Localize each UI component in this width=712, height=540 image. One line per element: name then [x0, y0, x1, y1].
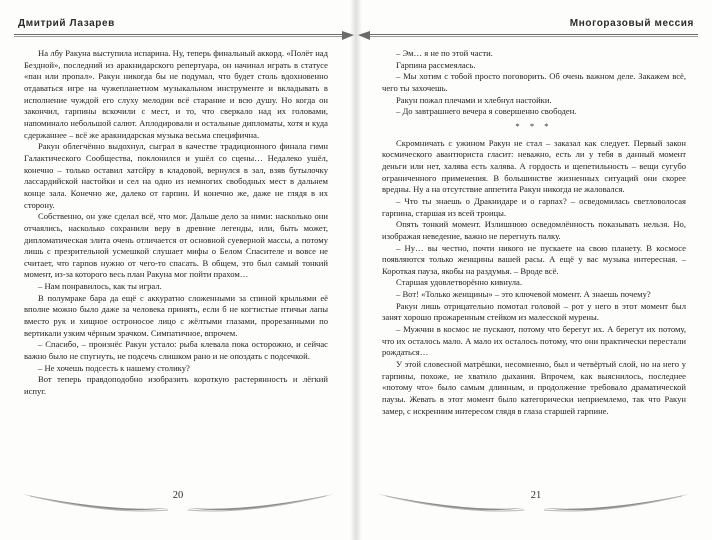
- header-rule: [14, 34, 344, 37]
- running-header-title: Многоразовый мессия: [569, 18, 694, 29]
- running-header-author: Дмитрий Лазарев: [18, 18, 115, 29]
- paragraph: Собственно, он уже сделал всё, что мог. Дальше дело за ними: насколько они отчаялись, насколько сохранили веру в древние легенды, или, быть может, дипломатическая элита очень отличается от основной суеверной массы, а потому лишь с презрительной усмешкой слушает мифы о Белом Спасителе и вовсе не считает, что гарпов нужно от чего-то спасать. В общем, это был самый тонкий момент, из-за которого весь план Ракуна мог пойти прахом…: [24, 211, 328, 280]
- paragraph: – Мы хотим с тобой просто поговорить. Об очень важном деле. Закажем всё, чего ты захочешь.: [382, 71, 686, 93]
- paragraph: Гарпина рассмеялась.: [396, 59, 476, 70]
- paragraph: – Эм… я не по этой части.: [396, 48, 493, 58]
- paragraph: – Ну… вы честно, почти никого не пускаете на свою планету. В космосе появляются только женщины вашей расы. А ещё у вас музыка интересная. – Короткая пауза, якобы на раздумья. – Вроде всё.: [382, 242, 686, 276]
- paragraph: – Спасибо, – произнёс Ракун устало: рыба клевала пока осторожно, и сейчас важно было не спугнуть, не подсечь слишком рано и не опоздать с подсечкой.: [24, 339, 328, 362]
- page-number: 21: [530, 490, 542, 501]
- paragraph: – Вот! «Только женщины» – это ключевой момент. А знаешь почему?: [396, 289, 651, 300]
- paragraph: Ракун пожал плечами и хлебнул настойки.: [396, 94, 552, 105]
- paragraph: – Что ты знаешь о Дракнидаре и о гарпах? – осведомилась светловолосая гарпина, старшая из всей троицы.: [382, 195, 686, 218]
- page-number: 20: [172, 490, 184, 501]
- paragraph: – Не хочешь подсесть к нашему столику?: [38, 362, 190, 373]
- paragraph: В полумраке бара да ещё с аккуратно сложенными за спиной крыльями её вполне можно было даже за человека принять, если б не когтистые птичьи лапы вместо рук и хищное остроносое лицо с жёлтыми глазами, прорезанными по вертикали узким чёрным зрачком. Симпатичное, впрочем.: [24, 292, 328, 338]
- paragraph: У этой словесной матрёшки, несомненно, был и четвёртый слой, но на него у гарпины, похоже, не хватило дыхания. Впрочем, как выяснилось, последнее «потому что» было самым длинным, и продолжение требовало драматической паузы. Жевать в этот момент было категорически неприемлемо, так что Ракун замер, с искренним интересом глядя в глаза старшей гарпине.: [382, 359, 686, 416]
- left-page-text: [24, 48, 328, 398]
- paragraph: Старшая удовлетворённо кивнула.: [396, 277, 523, 288]
- paragraph: Вот теперь правдоподобно изобразить короткую растерянность и лёгкий испуг.: [24, 374, 328, 397]
- paragraph: Опять тонкий момент. Излишнюю осведомлённость показывать нельзя. Но, изображая неведение, важно не перегнуть палку.: [382, 219, 686, 241]
- right-page-text: [382, 48, 686, 417]
- header-rule: [368, 34, 698, 37]
- paragraph: На лбу Ракуна выступила испарина. Ну, теперь финальный аккорд. «Полёт над Бездной», последний из аракнидарского репертуара, он начинал играть в статусе «пан или пропал». Ракун никогда бы не подумал, что будет столь вдохновенно отдаваться игре на чужепланетном музыкальном инструменте и вкладывать в исполнение чуждой его слуху мелодии всё старание и всю душу. Но когда он закончил, гарпины вскочили с мест, и то, что сверкало над их головами, напоминало небольшой салют. Аплодировали и остальные дипломаты, хотя и куда сдержаннее – всё же аракнидарская музыка весьма специфична.: [24, 48, 328, 140]
- paragraph: Ракун облегчённо выдохнул, сыграл в качестве традиционного финала гимн Галактического Сообщества, поклонился и ушёл со сцены… Недалеко ушёл, конечно – только оставил хатсйру в кладовой, вернулся в зал, взяв бутылочку лассардийской настойки и сел на одно из немногих свободных мест в дальнем конце зала. Конечно же, далеко от гарпин. И конечно же, даже не глядя в их сторону.: [24, 141, 328, 210]
- paragraph: – Мужчин в космос не пускают, потому что берегут их. А берегут их потому, что их осталось мало. А мало их осталось потому, что они практически перестали рождаться…: [382, 324, 686, 358]
- section-break: * * *: [515, 120, 553, 131]
- paragraph: – Нам понравилось, как ты играл.: [38, 281, 162, 292]
- paragraph: – До завтрашнего вечера я совершенно свободен.: [396, 106, 577, 117]
- paragraph: Ракун лишь отрицательно помотал головой – рот у него в этот момент был занят хорошо прожаренным стейком из малесской мурены.: [382, 300, 686, 323]
- paragraph: Скромничать с ужином Ракун не стал – заказал как следует. Первый закон космического авантюриста гласит: неважно, есть ли у тебя в данный момент деньги или нет, халява есть халява. А гордость и щепетильность – вещи сугубо ограниченного применения. В большинстве жизненных ситуаций они скорее вредны. Ну а на отсутствие аппетита Ракун никогда не жаловался.: [382, 137, 686, 195]
- right-page: [356, 0, 712, 540]
